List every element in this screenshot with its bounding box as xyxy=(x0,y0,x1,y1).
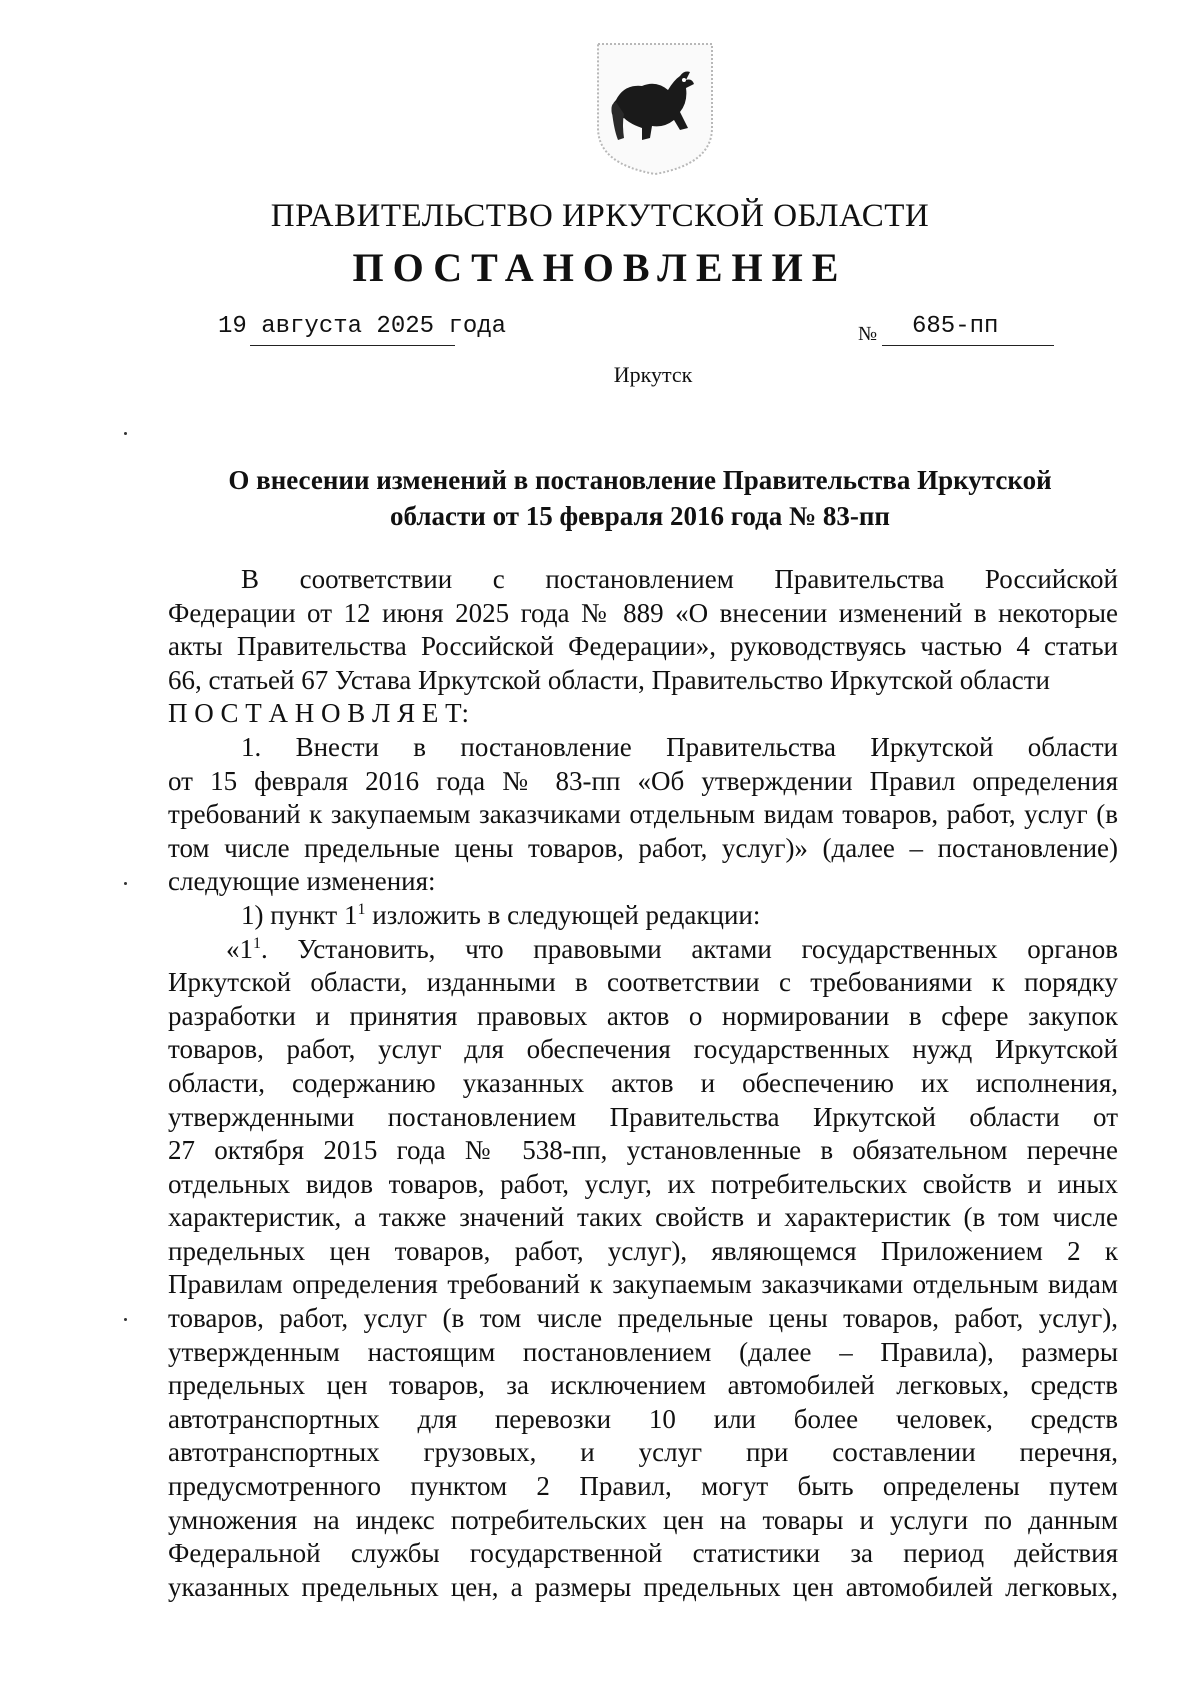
body-line: утвержденным настоящим постановлением (далее – Правила), размеры xyxy=(168,1336,1118,1367)
document-body xyxy=(168,563,1118,1604)
body-line: акты Правительства Российской Федерации», руководствуясь частью 4 статьи xyxy=(168,631,1118,662)
body-line: требований к закупаемым заказчиками отдельным видам товаров, работ, услуг (в xyxy=(168,799,1118,830)
city: Иркутск xyxy=(613,362,693,387)
body-line xyxy=(168,933,1118,967)
body-line: предельных цен товаров, за исключением автомобилей легковых, средств xyxy=(168,1370,1118,1401)
document-heading xyxy=(190,462,1090,534)
document-number: 685-пп xyxy=(912,313,999,340)
superscript: 1 xyxy=(357,900,366,918)
body-line: предусмотренного пунктом 2 Правил, могут быть определены путем xyxy=(168,1471,1118,1502)
body-line: товаров, работ, услуг для обеспечения государственных нужд Иркутской xyxy=(168,1034,1118,1065)
government-title: ПРАВИТЕЛЬСТВО ИРКУТСКОЙ ОБЛАСТИ xyxy=(270,198,930,234)
heading-line: О внесении изменений в постановление Правительства Иркутской xyxy=(228,465,1052,495)
number-underline xyxy=(882,345,1054,346)
body-line: 66, статьей 67 Устава Иркутской области, Правительство Иркутской области xyxy=(168,664,1050,695)
body-line: товаров, работ, услуг (в том числе предельные цены товаров, работ, услуг), xyxy=(168,1303,1118,1334)
scan-artifact xyxy=(124,882,127,885)
body-line xyxy=(168,899,1118,933)
body-line: указанных предельных цен, а размеры предельных цен автомобилей легковых, xyxy=(168,1571,1118,1602)
heading-line: области от 15 февраля 2016 года № 83-пп xyxy=(390,501,890,531)
body-line: том числе предельные цены товаров, работ, услуг)» (далее – постановление) xyxy=(168,832,1118,863)
body-line: следующие изменения: xyxy=(168,866,436,897)
date-underline xyxy=(250,345,455,346)
body-text: «1 xyxy=(226,933,253,964)
body-line: 1. Внести в постановление Правительства Иркутской области xyxy=(241,731,1118,762)
body-line: умножения на индекс потребительских цен на товары и услуги по данным xyxy=(168,1504,1118,1535)
scan-artifact xyxy=(124,432,127,435)
body-text: . Установить, что правовыми актами государственных органов xyxy=(261,933,1118,964)
body-line: Правилам определения требований к закупаемым заказчиками отдельным видам xyxy=(168,1269,1118,1300)
document-type: ПОСТАНОВЛЕНИЕ xyxy=(352,245,848,290)
body-text: изложить в следующей редакции: xyxy=(365,899,761,930)
body-line: характеристик, а также значений таких свойств и характеристик (в том числе xyxy=(168,1202,1118,1233)
body-text: 1) пункт 1 xyxy=(241,899,358,930)
body-line: автотранспортных для перевозки 10 или более человек, средств xyxy=(168,1403,1118,1434)
body-line: утвержденными постановлением Правительства Иркутской области от xyxy=(168,1101,1118,1132)
body-line: 27 октября 2015 года № 538-пп, установленные в обязательном перечне xyxy=(168,1135,1118,1166)
coat-of-arms-icon xyxy=(594,40,716,178)
body-line: области, содержанию указанных актов и обеспечению их исполнения, xyxy=(168,1067,1118,1098)
body-line: предельных цен товаров, работ, услуг), являющемся Приложением 2 к xyxy=(168,1235,1118,1266)
body-line: автотранспортных грузовых, и услуг при составлении перечня, xyxy=(168,1437,1118,1468)
body-line: разработки и принятия правовых актов о нормировании в сфере закупок xyxy=(168,1000,1118,1031)
superscript: 1 xyxy=(253,934,261,952)
scan-artifact xyxy=(124,1318,127,1321)
body-line: П О С Т А Н О В Л Я Е Т: xyxy=(168,698,470,729)
number-label: № xyxy=(858,323,878,345)
body-line: Федерации от 12 июня 2025 года № 889 «О внесении изменений в некоторые xyxy=(168,597,1118,628)
body-line: В соответствии с постановлением Правительства Российской xyxy=(241,564,1118,594)
document-date: 19 августа 2025 года xyxy=(218,313,507,340)
body-line: от 15 февраля 2016 года № 83-пп «Об утверждении Правил определения xyxy=(168,765,1118,796)
body-line: Иркутской области, изданными в соответствии с требованиями к порядку xyxy=(168,967,1118,998)
body-line: Федеральной службы государственной статистики за период действия xyxy=(168,1538,1118,1569)
body-line: отдельных видов товаров, работ, услуг, их потребительских свойств и иных xyxy=(168,1168,1118,1199)
